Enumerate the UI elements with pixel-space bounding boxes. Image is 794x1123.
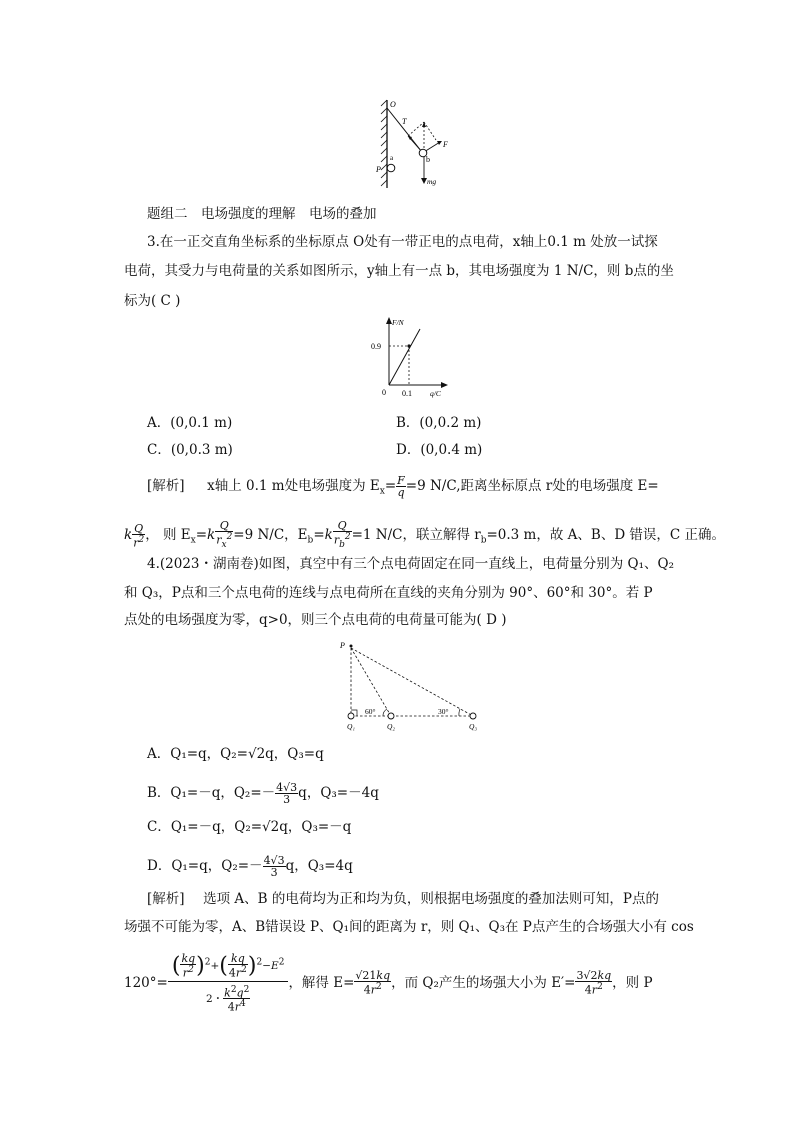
analysis-tag: [解析] (147, 478, 185, 494)
frac-4root3-over-3-d: $\frac{4√3}{3}$ (263, 854, 285, 879)
label-b: b (426, 155, 430, 164)
label-F: F (443, 140, 448, 149)
cos-rule-fraction: ( $\frac{kq}{r^2}$ )$^2$+( $\frac{kq}{4r^2}$ )$^2-E^2$ 2・ $\frac{k^2q^2}{4r^4}$ (168, 953, 289, 1013)
label-O: O (390, 100, 396, 109)
origin-label: 0 (382, 388, 386, 397)
frac-F-over-q: $\frac{F}{q}$ (397, 474, 405, 499)
frac-Q-over-rb2: $\frac{Q}{r_b^2}$ (333, 519, 351, 550)
x-axis-arrow (441, 382, 448, 388)
frac-E-prime: $\frac{3√2kq}{4r^2}$ (576, 969, 612, 997)
pendulum-figure (368, 96, 458, 192)
q3-line3: 标为( C ) (124, 293, 181, 309)
frac-4root3-over-3-b: $\frac{4√3}{3}$ (276, 781, 298, 806)
label-Q2: Q₂ (387, 722, 396, 731)
q4-analysis-line1 (147, 890, 659, 908)
charge-q3 (470, 713, 476, 719)
q3-option-d: D．(0,0.4 m) (396, 442, 483, 458)
q3-option-b: B．(0,0.2 m) (396, 415, 482, 431)
xlabel: q/C (430, 389, 441, 398)
tick-x: 0.1 (402, 389, 412, 398)
q3-option-c: C．(0,0.3 m) (147, 442, 233, 458)
charge-q1 (348, 713, 354, 719)
q3-line1: 3.在一正交直角坐标系的坐标原点 O处有一带正电的点电荷，x轴上0.1 m 处放一试探 (147, 234, 658, 250)
q4-option-b-part2: q，Q₃=－4q (298, 785, 379, 801)
q4-option-d-part2: q，Q₃=4q (285, 858, 353, 874)
q4-line1: 4.(2023・湖南卷)如图，真空中有三个点电荷固定在同一直线上，电荷量分别为 Q₁、Q₂ (147, 556, 675, 572)
label-T: T (402, 117, 407, 126)
q4-option-a: A．Q₁=q，Q₂=√2q，Q₃=q (147, 746, 324, 762)
q3-analysis-p2c: =1 N/C，联立解得 r (351, 526, 481, 543)
q4-analysis-line3 (124, 953, 653, 1013)
q3-option-a: A．(0,0.1 m) (147, 415, 233, 431)
q3-chart (368, 315, 452, 401)
q4-analysis-line2: 场强不可能为零，A、B错误设 P、Q₁间的距离为 r，则 Q₁、Q₃在 P点产生的合场强大小有 cos (124, 919, 694, 935)
q4-line3: 点处的电场强度为零，q>0，则三个点电荷的电荷量可能为( D ) (124, 612, 507, 628)
charge-q2 (388, 713, 394, 719)
q4-option-c: C．Q₁=－q，Q₂=√2q，Q₃=－q (147, 819, 352, 835)
q3-analysis-p2d: =0.3 m，故 A、B、D 错误，C 正确。 (486, 526, 726, 543)
angle-60: 60° (365, 707, 376, 716)
q4-analysis-tag: [解析] (147, 891, 185, 907)
q4-figure (336, 638, 486, 734)
label-Q3: Q₃ (469, 722, 478, 731)
q3-analysis-p2b: =9 N/C，E (233, 526, 308, 543)
tick-y: 0.9 (371, 342, 381, 351)
q4-analysis-cos120: 120°= (124, 975, 168, 991)
q3-analysis-line2: k $\frac{Q}{r^2}$ ， 则 $E_x=k$ $\frac{Q}{r_x^2}$ =9 N/C，$E_b=k$ $\frac{Q}{r_b^2}$ =1 N/C，联立解得 $r_b=0.3$ m，故 A、B、D 错误，C 正确。 (124, 519, 726, 550)
data-point (407, 344, 410, 347)
label-P: P (376, 165, 381, 174)
q4-analysis-mid: ，解得 E= (288, 975, 355, 991)
data-line (389, 329, 420, 385)
q3-analysis-line1: [解析] x轴上 0.1 m处电场强度为 $E_x=$ $\frac{F}{q}$ =9 N/C,距离坐标原点 r处的电场强度 E= (147, 474, 659, 499)
frac-E-result: $\frac{√21kq}{4r^2}$ (355, 969, 391, 997)
q3-line2: 电荷，其受力与电荷量的关系如图所示，y轴上有一点 b，其电场强度为 1 N/C，则 b点的坐 (124, 263, 674, 279)
label-Q1: Q₁ (347, 722, 356, 731)
q4-analysis-mid2: ，而 Q₂产生的场强大小为 E′= (391, 975, 576, 991)
group-heading: 题组二 电场强度的理解 电场的叠加 (147, 206, 377, 222)
q4-option-d (147, 855, 353, 878)
ylabel: F/N (392, 318, 404, 327)
label-a: a (390, 154, 394, 162)
q4-option-b (147, 782, 379, 805)
q4-line2: 和 Q₃，P点和三个点电荷的连线与点电荷所在直线的夹角分别为 90°、60°和 30°。若 P (124, 585, 653, 601)
frac-Q-over-r2: $\frac{Q}{r^2}$ (133, 521, 145, 550)
q4-analysis-end: ，则 P (612, 975, 653, 991)
q3-analysis-p1b: =9 N/C,距离坐标原点 r处的电场强度 E= (405, 478, 659, 494)
frac-Q-over-rx2: $\frac{Q}{r_x^2}$ (216, 519, 233, 550)
q4-analysis-text1: 选项 A、B 的电荷均为正和均为负，则根据电场强度的叠加法则可知，P点的 (203, 891, 659, 907)
q3-analysis-p2a: 则 E (162, 526, 191, 543)
label-mg: mg (427, 177, 437, 186)
q4-option-d-part1: D．Q₁=q，Q₂=－ (147, 858, 263, 874)
q4-option-b-part1: B．Q₁=－q，Q₂=－ (147, 785, 276, 801)
angle-30: 30° (438, 707, 449, 716)
label-P4: P (340, 641, 345, 650)
q3-analysis-p1: x轴上 0.1 m处电场强度为 E (207, 478, 380, 494)
